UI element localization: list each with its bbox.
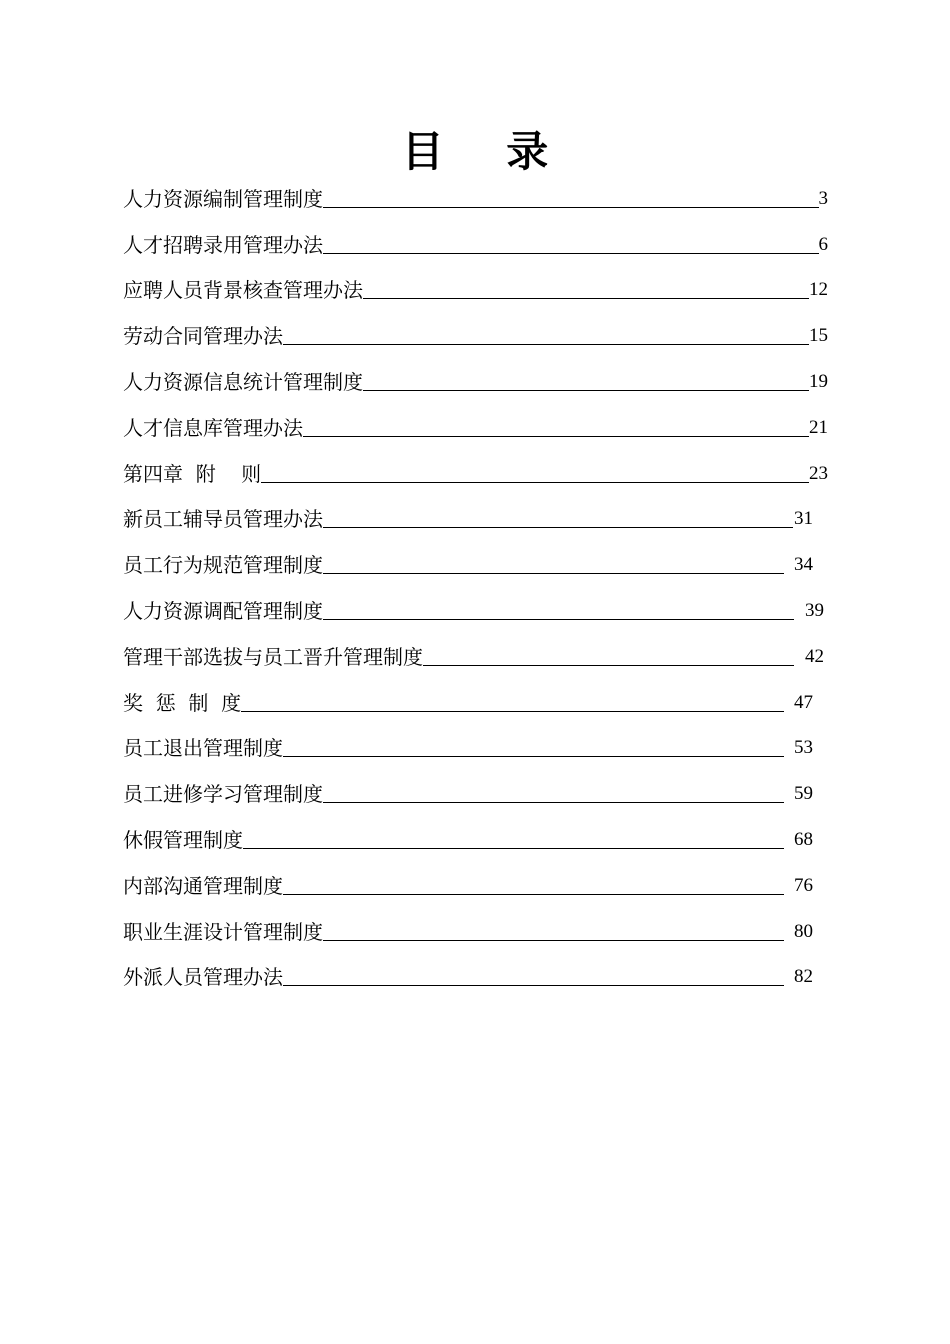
toc-entry-page: 76 [794, 874, 813, 896]
toc-entry-page: 82 [794, 966, 813, 988]
dot-leader [243, 848, 784, 849]
toc-entry-title: 人力资源编制管理制度 [123, 186, 323, 211]
toc-entry-title: 休假管理制度 [123, 827, 243, 852]
toc-entry-page: 31 [794, 508, 813, 530]
dot-leader [323, 619, 794, 620]
toc-entry-title: 奖 惩 制 度 [123, 690, 242, 715]
toc-entry-page: 59 [794, 783, 813, 805]
toc-entry-title: 外派人员管理办法 [123, 965, 283, 990]
toc-entry[interactable] [123, 945, 828, 991]
toc-entry-page: 42 [805, 645, 824, 667]
toc-entry-page: 15 [809, 325, 828, 347]
toc-entry-page: 68 [794, 828, 813, 850]
toc-entry[interactable] [123, 578, 828, 624]
toc-entry-title: 人力资源信息统计管理制度 [123, 369, 363, 394]
toc-entry-title: 劳动合同管理办法 [123, 324, 283, 349]
dot-leader [283, 985, 784, 986]
toc-entry-title: 员工进修学习管理制度 [123, 782, 323, 807]
toc-entry[interactable] [123, 532, 828, 578]
toc-entry-page: 21 [809, 416, 828, 438]
toc-entry-page: 6 [818, 233, 828, 255]
dot-leader [363, 298, 809, 299]
toc-entry[interactable] [123, 487, 828, 533]
toc-entry-title: 员工行为规范管理制度 [123, 553, 323, 578]
toc-entry[interactable] [123, 716, 828, 762]
toc-entry[interactable] [123, 899, 828, 945]
dot-leader [323, 573, 784, 574]
toc-entry-title: 员工退出管理制度 [123, 736, 283, 761]
dot-leader [363, 390, 809, 391]
toc-entry-title: 人力资源调配管理制度 [123, 598, 323, 623]
dot-leader [323, 940, 784, 941]
toc-entry-page: 23 [809, 462, 828, 484]
toc-entry[interactable] [123, 624, 828, 670]
toc-entry-title: 职业生涯设计管理制度 [123, 919, 323, 944]
dot-leader [323, 253, 819, 254]
dot-leader [283, 344, 809, 345]
toc-entry[interactable] [123, 212, 828, 258]
toc-entry-page: 12 [809, 279, 828, 301]
dot-leader [323, 527, 793, 528]
toc-entry-title: 第四章 附 则 [123, 461, 262, 486]
page-title: 目 录 [401, 127, 573, 176]
toc-entry[interactable] [123, 670, 828, 716]
toc-entry-page: 80 [794, 920, 813, 942]
dot-leader [261, 482, 809, 483]
dot-leader [323, 802, 784, 803]
toc-entry-title: 内部沟通管理制度 [123, 873, 283, 898]
dot-leader [303, 436, 809, 437]
toc-entry[interactable] [123, 303, 828, 349]
toc-entry-page: 47 [794, 691, 813, 713]
toc-entry[interactable] [123, 853, 828, 899]
toc-entry[interactable] [123, 258, 828, 304]
toc-entry-title: 人才信息库管理办法 [123, 415, 303, 440]
toc-entry[interactable] [123, 166, 828, 212]
dot-leader [241, 711, 784, 712]
toc-entry-page: 53 [794, 737, 813, 759]
dot-leader [283, 756, 784, 757]
dot-leader [423, 665, 794, 666]
dot-leader [323, 207, 819, 208]
toc-entry-page: 3 [818, 187, 828, 209]
toc-entry[interactable] [123, 349, 828, 395]
dot-leader [283, 894, 784, 895]
toc-list [123, 166, 828, 990]
toc-entry[interactable] [123, 441, 828, 487]
toc-entry-page: 39 [805, 599, 824, 621]
toc-entry[interactable] [123, 395, 828, 441]
toc-entry[interactable] [123, 761, 828, 807]
toc-entry-title: 人才招聘录用管理办法 [123, 232, 323, 257]
toc-entry-page: 19 [809, 370, 828, 392]
toc-entry[interactable] [123, 807, 828, 853]
toc-entry-title: 应聘人员背景核查管理办法 [123, 278, 363, 303]
toc-entry-page: 34 [794, 554, 813, 576]
toc-entry-title: 新员工辅导员管理办法 [123, 507, 323, 532]
toc-entry-title: 管理干部选拔与员工晋升管理制度 [123, 644, 423, 669]
